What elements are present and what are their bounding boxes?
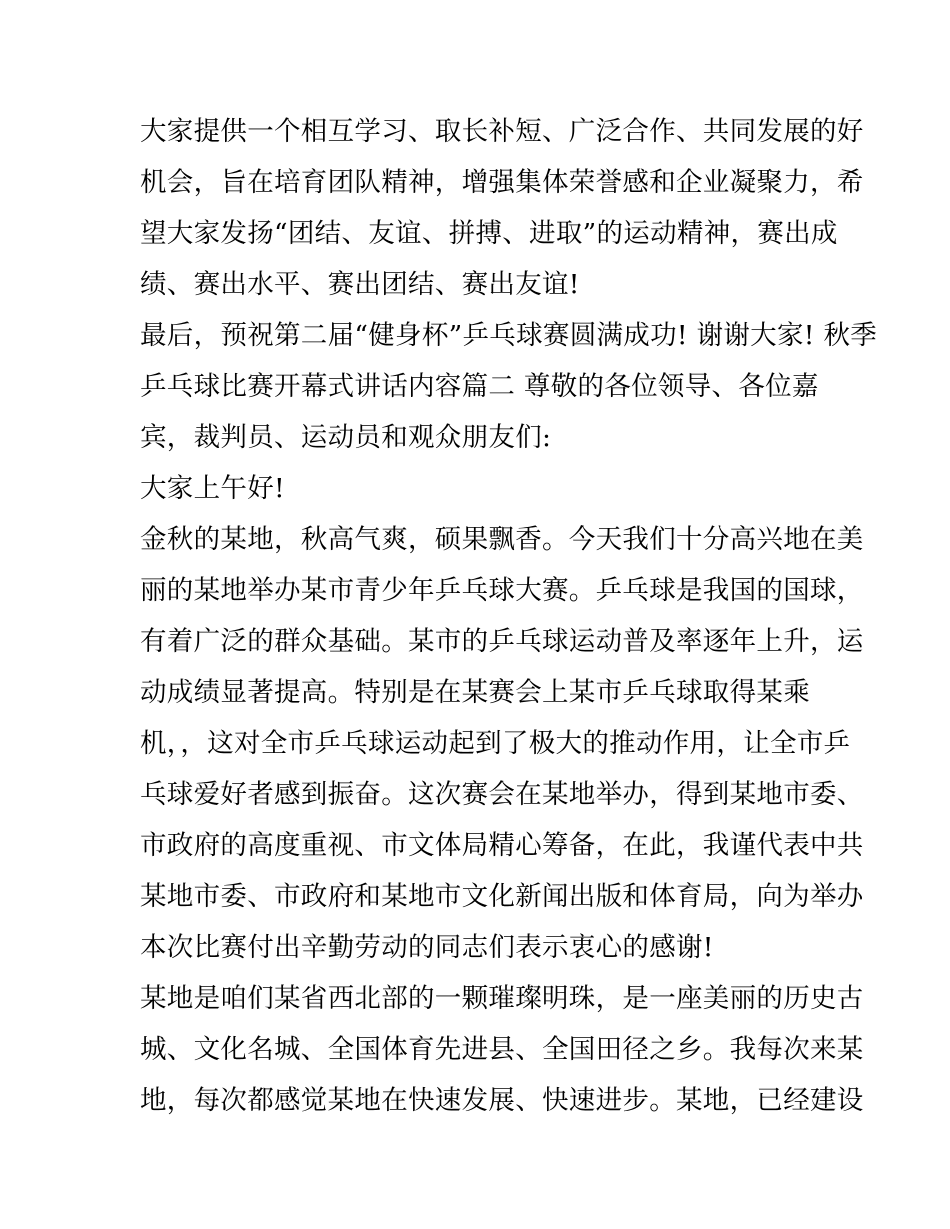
text-line: 宾，裁判员、运动员和观众朋友们: — [140, 422, 552, 453]
text-line: 最后，预祝第二届“健身杯”乒乓球赛圆满成功! 谢谢大家! 秋季 — [140, 320, 878, 351]
text-line: 本次比赛付出辛勤劳动的同志们表示衷心的感谢! — [140, 932, 714, 963]
body-text — [140, 106, 878, 1126]
text-line: 某地是咱们某省西北部的一颗璀璨明珠，是一座美丽的历史古 — [140, 983, 864, 1014]
text-line: 绩、赛出水平、赛出团结、赛出友谊! — [140, 269, 580, 300]
text-line: 大家提供一个相互学习、取长补短、广泛合作、共同发展的好 — [140, 116, 864, 147]
text-line: 望大家发扬“团结、友谊、拼搏、进取”的运动精神，赛出成 — [140, 218, 838, 249]
text-line: 地，每次都感觉某地在快速发展、快速进步。某地，已经建设 — [140, 1085, 864, 1116]
text-line: 有着广泛的群众基础。某市的乒乓球运动普及率逐年上升，运 — [140, 626, 864, 657]
text-line: 机会，旨在培育团队精神，增强集体荣誉感和企业凝聚力，希 — [140, 167, 864, 198]
text-line: 乓球爱好者感到振奋。这次赛会在某地举办，得到某地市委、 — [140, 779, 864, 810]
text-line: 某地市委、市政府和某地市文化新闻出版和体育局，向为举办 — [140, 881, 864, 912]
text-line: 乒乓球比赛开幕式讲话内容篇二 尊敬的各位领导、各位嘉 — [140, 371, 819, 402]
text-line: 丽的某地举办某市青少年乒乓球大赛。乒乓球是我国的国球， — [140, 575, 864, 606]
text-line: 大家上午好! — [140, 473, 285, 504]
text-line: 机，，这对全市乒乓球运动起到了极大的推动作用，让全市乒 — [140, 728, 851, 759]
text-line: 金秋的某地，秋高气爽，硕果飘香。今天我们十分高兴地在美 — [140, 524, 864, 555]
text-line: 市政府的高度重视、市文体局精心筹备，在此，我谨代表中共 — [140, 830, 864, 861]
text-line: 动成绩显著提高。特别是在某赛会上某市乒乓球取得某乘 — [140, 677, 810, 708]
text-line: 城、文化名城、全国体育先进县、全国田径之乡。我每次来某 — [140, 1034, 864, 1065]
